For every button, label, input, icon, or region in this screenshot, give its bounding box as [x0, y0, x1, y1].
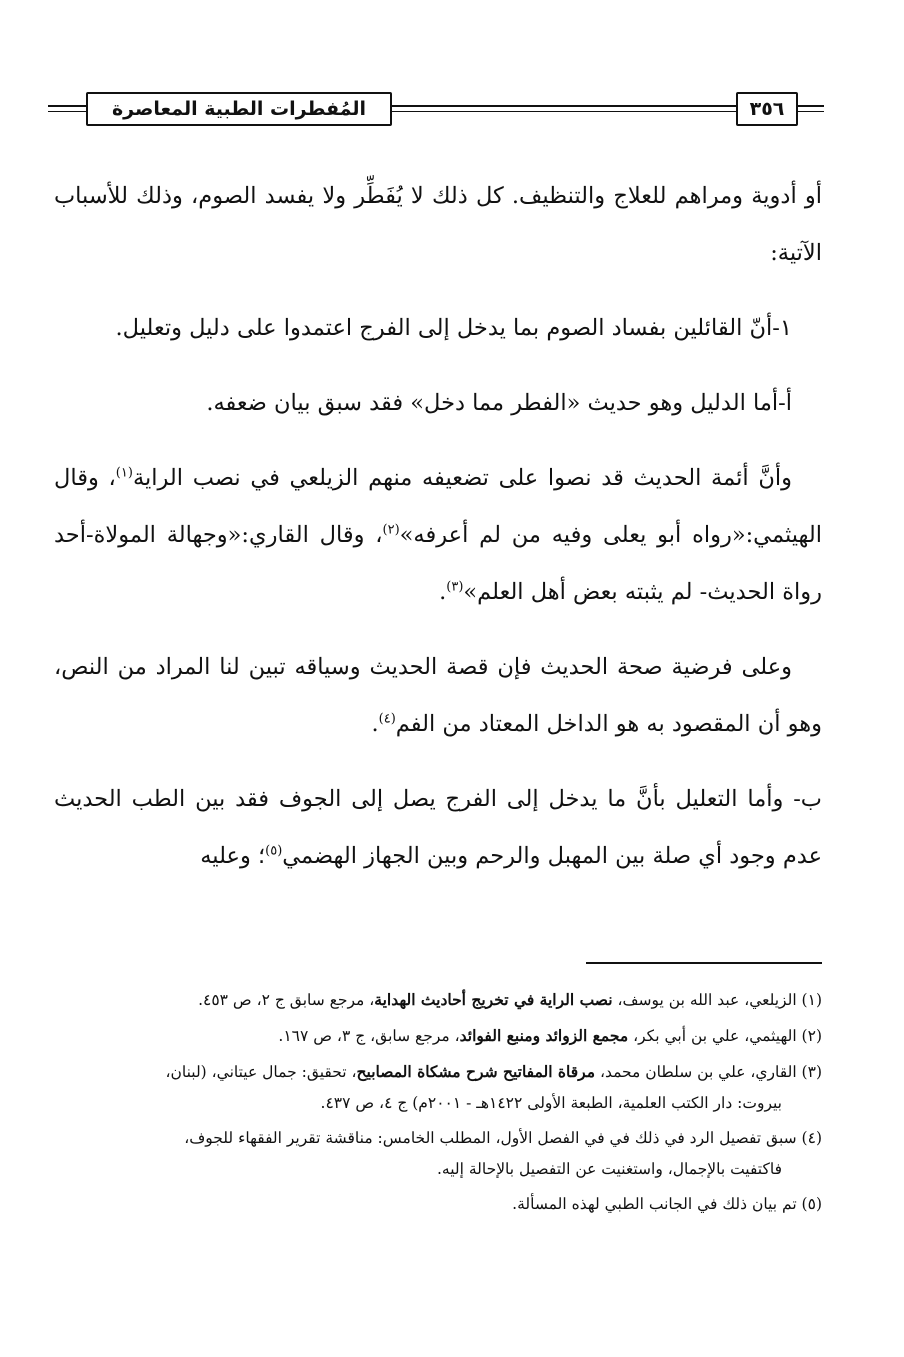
footnote-2-ref: ، مرجع سابق، ج ٣، ص ١٦٧.: [278, 1027, 460, 1045]
header-rule-middle: [392, 105, 736, 107]
header-rule-right-thin: [798, 111, 824, 112]
footnote-1: [54, 984, 822, 1016]
footnote-2: [54, 1020, 822, 1052]
paragraph-5-text-b: .: [371, 711, 379, 737]
paragraph-5-text-a: وعلى فرضية صحة الحديث فإن قصة الحديث وسياقه تبين لنا المراد من النص، وهو أن المقصود به هو الداخل المعتاد من الفم: [54, 654, 822, 737]
footnote-4-continued: فاكتفيت بالإجمال، واستغنيت عن التفصيل بالإحالة إليه.: [436, 1160, 782, 1178]
footnote-3: [54, 1056, 822, 1088]
footnote-3-ref: ، تحقيق: جمال عيتاني، (لبنان،: [165, 1063, 357, 1081]
paragraph-4: [54, 450, 822, 621]
paragraph-6-text-b: ؛ وعليه: [200, 843, 266, 869]
paragraph-3: أ-أما الدليل وهو حديث «الفطر مما دخل» فقد سبق بيان ضعفه.: [206, 390, 792, 416]
paragraph-4-text-b: ، وقال الهيثمي:«رواه أبو يعلى وفيه من لم أعرفه»: [54, 465, 823, 548]
paragraph-4-text-c: ، وقال القاري:«وجهالة المولاة-أحد رواة الحديث- لم يثبته بعض أهل العلم»: [54, 522, 822, 605]
paragraph-4-text-a: وأنَّ أئمة الحديث قد نصوا على تضعيفه منهم الزيلعي في نصب الراية: [132, 465, 792, 491]
footnotes: [54, 984, 822, 1224]
header-rule-right: [798, 105, 824, 107]
footnote-1-ref: ، مرجع سابق ج ٢، ص ٤٥٣.: [198, 991, 375, 1009]
paragraph-6: [54, 771, 822, 885]
page-number: ٣٥٦: [736, 92, 798, 126]
page-header: [48, 90, 824, 130]
paragraph-5: [54, 639, 822, 753]
footnote-4: (٤) سبق تفصيل الرد في ذلك في في الفصل الأول، المطلب الخامس: مناقشة تقرير الفقهاء للجوف،: [184, 1129, 822, 1147]
footnote-ref-2[interactable]: (٢): [382, 522, 400, 538]
footnote-1-book: نصب الراية في تخريج أحاديث الهداية: [374, 990, 613, 1009]
footnote-3-author: (٣) القاري، علي بن سلطان محمد،: [595, 1063, 822, 1081]
main-text: [54, 168, 822, 903]
footnote-ref-5[interactable]: (٥): [265, 843, 283, 859]
header-rule-left-thin: [48, 111, 86, 112]
footnote-ref-4[interactable]: (٤): [378, 711, 396, 727]
paragraph-6-text-a: ب- وأما التعليل بأنَّ ما يدخل إلى الفرج يصل إلى الجوف فقد بين الطب الحديث عدم وجود أي صلة بين المهبل والرحم وبين الجهاز الهضمي: [54, 786, 822, 869]
footnote-2-book: مجمع الزوائد ومنبع الفوائد: [459, 1026, 629, 1045]
footnote-3-continued: بيروت: دار الكتب العلمية، الطبعة الأولى ١٤٢٢هـ - ٢٠٠١م) ج ٤، ص ٤٣٧.: [320, 1094, 782, 1112]
footnote-separator: [586, 962, 822, 964]
footnote-ref-1[interactable]: (١): [115, 465, 133, 481]
footnote-3-book: مرقاة المفاتيح شرح مشكاة المصابيح: [356, 1062, 596, 1081]
footnote-ref-3[interactable]: (٣): [446, 579, 464, 595]
footnote-1-author: (١) الزيلعي، عبد الله بن يوسف،: [612, 991, 822, 1009]
header-rule-middle-thin: [392, 111, 736, 112]
paragraph-4-text-d: .: [439, 579, 447, 605]
paragraph-2: ١-أنّ القائلين بفساد الصوم بما يدخل إلى الفرج اعتمدوا على دليل وتعليل.: [115, 315, 792, 341]
header-rule-left: [48, 105, 86, 107]
book-title: المُفطرات الطبية المعاصرة: [86, 92, 392, 126]
footnote-5: (٥) تم بيان ذلك في الجانب الطبي لهذه المسألة.: [512, 1195, 822, 1213]
paragraph-1: أو أدوية ومراهم للعلاج والتنظيف. كل ذلك لا يُفَطِّر ولا يفسد الصوم، وذلك للأسباب الآتية:: [54, 183, 822, 266]
footnote-2-author: (٢) الهيثمي، علي بن أبي بكر،: [628, 1027, 822, 1045]
